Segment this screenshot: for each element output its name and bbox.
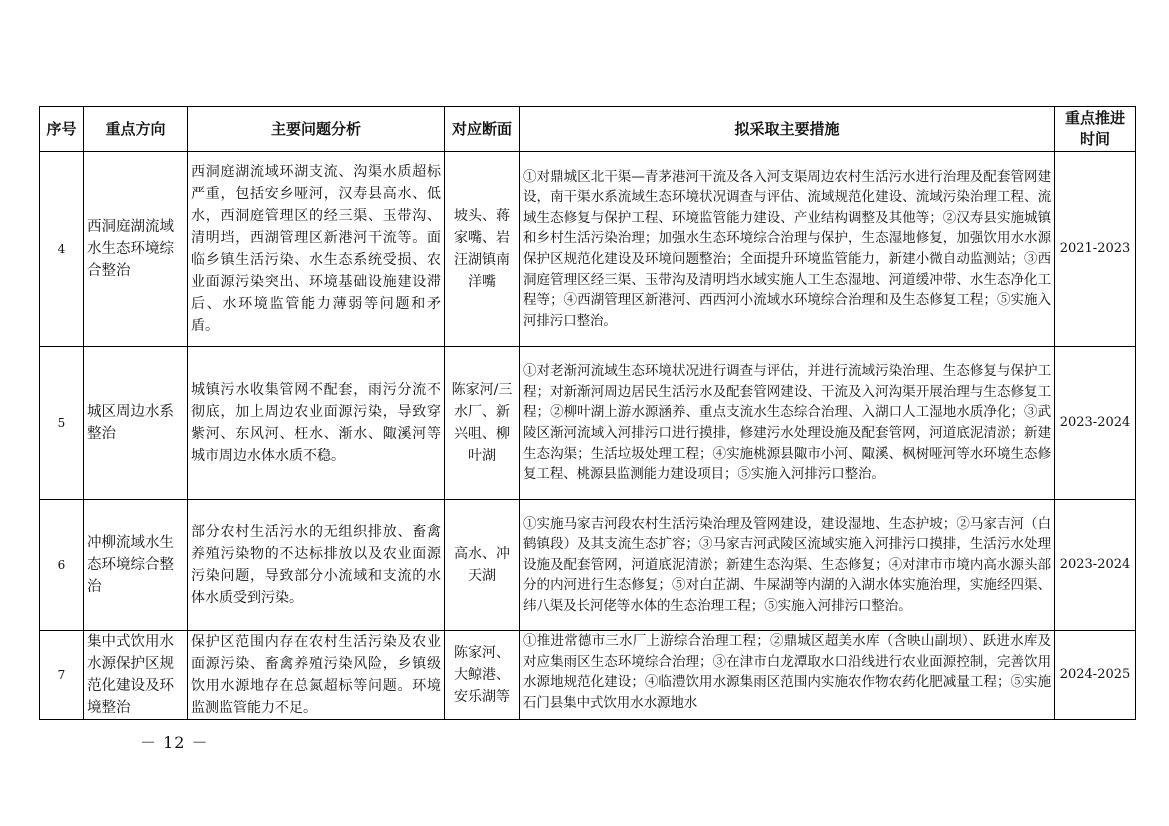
- header-time: 重点推进时间: [1055, 107, 1136, 152]
- header-direction: 重点方向: [84, 107, 188, 152]
- row-sections: 陈家河、大鲸港、安乐湖等: [445, 631, 520, 720]
- row-measures: ①推进常德市三水厂上游综合治理工程；②鼎城区超美水库（含映山副坝）、跃进水库及对应集雨区生态环境综合治理；③在津市白龙潭取水口沿线进行农业面源控制，完善饮用水源地规范化建设；④临澧饮用水源集雨区范围内实施农作物农药化肥减量工程；⑤实施石门县集中式饮用水水源地水: [520, 631, 1055, 720]
- row-sections: 陈家河/三水厂、新兴咀、柳叶湖: [445, 347, 520, 500]
- row-no: 6: [40, 500, 84, 631]
- row-measures: ①对鼎城区北干渠—青茅港河干流及各入河支渠周边农村生活污水进行治理及配套管网建设，南干渠水系流域生态环境状况调查与评估、流域规范化建设、流域污染治理工程、流域生态修复与保护工程、环境监管能力建设、产业结构调整及其他等；②汉寿县实施城镇和乡村生活污染治理；加强水生态环境综合治理与保护，生态湿地修复，加强饮用水水源保护区规范化建设及环境问题整治；全面提升环境监管能力，新建小微自动监测站；③西洞庭管理区经三渠、玉带沟及清明垱水域实施人工生态湿地、河道缓冲带、水生态净化工程等；④西湖管理区新港河、西西河小流域水环境综合治理和及生态修复工程；⑤实施入河排污口整治。: [520, 152, 1055, 347]
- row-problems: 保护区范围内存在农村生活污染及农业面源污染、畜禽养殖污染风险，乡镇级饮用水源地存在总氮超标等问题。环境监测监管能力不足。: [188, 631, 445, 720]
- row-sections: 高水、冲天湖: [445, 500, 520, 631]
- page-number: － 12 －: [140, 733, 209, 752]
- header-problems: 主要问题分析: [188, 107, 445, 152]
- row-time: 2021-2023: [1055, 152, 1136, 347]
- row-sections: 坡头、蒋家嘴、岩汪湖镇南洋嘴: [445, 152, 520, 347]
- header-sections: 对应断面: [445, 107, 520, 152]
- measures-table: [39, 106, 1136, 720]
- row-time: 2023-2024: [1055, 347, 1136, 500]
- row-direction: 集中式饮用水水源保护区规范化建设及环境整治: [84, 631, 188, 720]
- row-direction: 城区周边水系整治: [84, 347, 188, 500]
- row-direction: 冲柳流域水生态环境综合整治: [84, 500, 188, 631]
- table-row: [40, 152, 1136, 347]
- row-no: 4: [40, 152, 84, 347]
- row-no: 5: [40, 347, 84, 500]
- row-problems: 部分农村生活污水的无组织排放、畜禽养殖污染物的不达标排放以及农业面源污染问题，导致部分小流域和支流的水体水质受到污染。: [188, 500, 445, 631]
- row-problems: 西洞庭湖流域环湖支流、沟渠水质超标严重，包括安乡哑河，汉寿县高水、低水，西洞庭管理区的经三渠、玉带沟、清明垱，西湖管理区新港河干流等。面临乡镇生活污染、水生态系统受损、农业面源污染突出、环境基础设施建设滞后、水环境监管能力薄弱等问题和矛盾。: [188, 152, 445, 347]
- row-measures: ①实施马家吉河段农村生活污染治理及管网建设，建设湿地、生态护坡；②马家吉河（白鹤镇段）及其支流生态扩容；③马家吉河武陵区流域实施入河排污口摸排，生活污水处理设施及配套管网，河道底泥清淤；新建生态沟渠、生态修复；④对津市市境内高水源头部分的内河进行生态修复；⑤对白芷湖、牛屎湖等内湖的入湖水体实施治理，实施经四渠、纬八渠及长河佬等水体的生态治理工程；⑤实施入河排污口整治。: [520, 500, 1055, 631]
- table-row: [40, 347, 1136, 500]
- table-row: [40, 631, 1136, 720]
- row-no: 7: [40, 631, 84, 720]
- row-direction: 西洞庭湖流域水生态环境综合整治: [84, 152, 188, 347]
- header-no: 序号: [40, 107, 84, 152]
- table-header-row: [40, 107, 1136, 152]
- header-measures: 拟采取主要措施: [520, 107, 1055, 152]
- row-measures: ①对老渐河流域生态环境状况进行调查与评估，并进行流域污染治理、生态修复与保护工程；对新渐河周边居民生活污水及配套管网建设、干流及入河沟渠开展治理与生态修复工程；②柳叶湖上游水源涵养、重点支流水生态综合治理、入湖口人工湿地水质净化；③武陵区渐河流域入河排污口进行摸排，修建污水处理设施及配套管网，河道底泥清淤；新建生态沟渠；生活垃圾处理工程；④实施桃源县陬市小河、陬溪、枫树哑河等水环境生态修复工程、桃源县监测能力建设项目；⑤实施入河排污口整治。: [520, 347, 1055, 500]
- table-row: [40, 500, 1136, 631]
- row-problems: 城镇污水收集管网不配套，雨污分流不彻底，加上周边农业面源污染，导致穿紫河、东风河、枉水、渐水、陬溪河等城市周边水体水质不稳。: [188, 347, 445, 500]
- row-time: 2024-2025: [1055, 631, 1136, 720]
- row-time: 2023-2024: [1055, 500, 1136, 631]
